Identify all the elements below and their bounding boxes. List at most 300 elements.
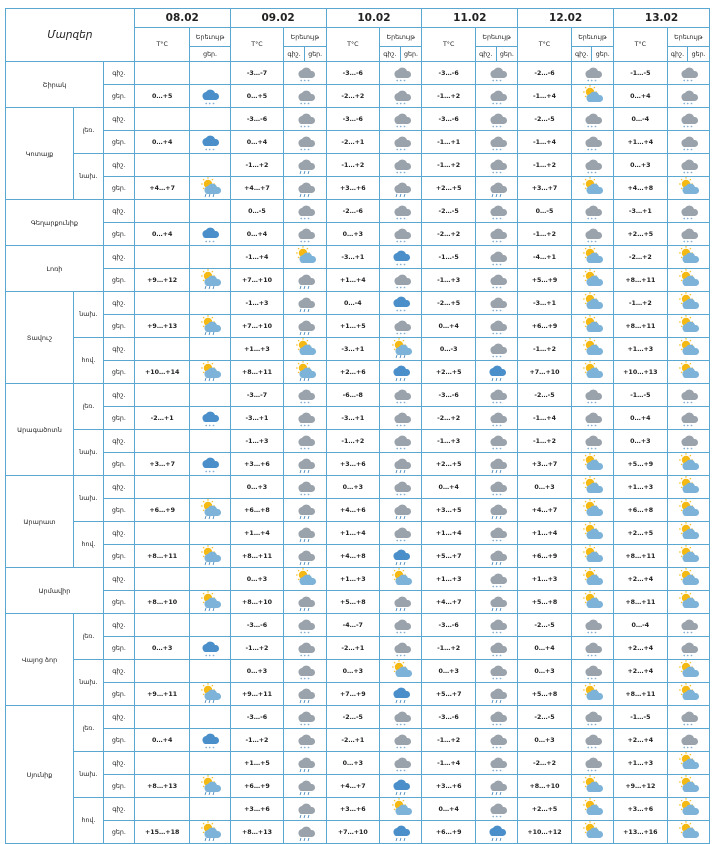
snow-icon: [190, 453, 230, 476]
sun-cloud-icon: [667, 246, 709, 269]
rain-icon: [475, 361, 517, 384]
sun-cloud-icon: [571, 361, 613, 384]
sun-cloud-icon: [571, 246, 613, 269]
temperature-value: 0…+3: [422, 660, 476, 683]
cloudy-snow-icon: [284, 384, 326, 407]
svg-text:* * *: * * *: [395, 402, 406, 406]
blank-icon: [190, 430, 230, 453]
svg-text:* * *: * * *: [491, 678, 502, 682]
temperature-value: +4…+6: [326, 499, 380, 522]
svg-text:* * *: * * *: [299, 747, 310, 751]
temperature-value: [134, 798, 190, 821]
svg-text:* * *: * * *: [299, 103, 310, 107]
svg-text:* * *: * * *: [395, 149, 406, 153]
temperature-value: -2…-6: [326, 200, 380, 223]
temperature-value: 0…-4: [614, 108, 668, 131]
cloudy-snow-icon: [284, 85, 326, 108]
sun-cloud-icon: [667, 591, 709, 614]
time-of-day: գիշ.: [103, 568, 134, 591]
cloudy-snow-icon: [667, 108, 709, 131]
temperature-value: [134, 338, 190, 361]
temperature-value: +2…+5: [422, 453, 476, 476]
cloudy-snow-icon: [571, 407, 613, 430]
forecast-row: [6, 361, 710, 384]
cloudy-rain-icon: [380, 591, 422, 614]
temperature-value: [134, 522, 190, 545]
time-of-day: ցեր.: [103, 499, 134, 522]
sun-rain-icon: [190, 545, 230, 568]
temperature-value: -3…+1: [518, 292, 572, 315]
terrain-label: լեռ.: [74, 108, 104, 154]
time-of-day: գիշ.: [103, 292, 134, 315]
temperature-value: -3…-6: [422, 108, 476, 131]
temperature-value: 0…+4: [230, 131, 284, 154]
cloudy-rain-icon: [380, 177, 422, 200]
time-of-day: ցեր.: [103, 269, 134, 292]
svg-text:* * *: * * *: [205, 149, 215, 153]
cloudy-rain-icon: [475, 453, 517, 476]
temperature-value: 0…+4: [134, 223, 190, 246]
sun-cloud-icon: [571, 591, 613, 614]
svg-text:* * *: * * *: [299, 678, 310, 682]
svg-text:* * *: * * *: [587, 425, 598, 429]
forecast-row: [6, 292, 710, 315]
temperature-value: +1…+4: [614, 131, 668, 154]
temperature-value: -1…+2: [614, 292, 668, 315]
temperature-value: -4…-7: [326, 614, 380, 637]
day-subheader: ցեր.: [400, 47, 422, 62]
svg-text:* * *: * * *: [587, 632, 598, 636]
date-header: 13.02: [614, 9, 710, 28]
sun-cloud-icon: [284, 568, 326, 591]
temperature-value: -3…-6: [326, 62, 380, 85]
svg-text:* * *: * * *: [587, 172, 598, 176]
cloudy-snow-icon: [284, 729, 326, 752]
sun-cloud-icon: [667, 338, 709, 361]
cloudy-rain-icon: [284, 821, 326, 844]
temp-header: T°C: [230, 28, 284, 62]
sun-cloud-icon: [667, 522, 709, 545]
temperature-value: [134, 292, 190, 315]
cloudy-snow-icon: [475, 246, 517, 269]
temperature-value: -1…+3: [230, 430, 284, 453]
day-subheader: ցեր.: [688, 47, 710, 62]
svg-text:* * *: * * *: [491, 448, 502, 452]
temperature-value: [134, 62, 190, 85]
snow-icon: [190, 729, 230, 752]
sun-cloud-icon: [571, 292, 613, 315]
forecast-row: [6, 706, 710, 729]
temperature-value: -4…+1: [518, 246, 572, 269]
temperature-value: -3…+1: [230, 407, 284, 430]
svg-text:* * *: * * *: [683, 80, 693, 84]
temperature-value: +7…+10: [518, 361, 572, 384]
temperature-value: +1…+4: [326, 269, 380, 292]
cloudy-rain-icon: [475, 177, 517, 200]
cloudy-snow-icon: [284, 430, 326, 453]
temperature-value: -1…+2: [326, 430, 380, 453]
cloudy-snow-icon: [571, 660, 613, 683]
cloudy-snow-icon: [380, 476, 422, 499]
time-of-day: գիշ.: [103, 706, 134, 729]
temperature-value: -2…+1: [326, 729, 380, 752]
cloudy-snow-icon: [667, 85, 709, 108]
cloudy-snow-icon: [475, 752, 517, 775]
cloudy-rain-icon: [284, 177, 326, 200]
temperature-value: 0…-4: [614, 614, 668, 637]
temperature-value: +9…+13: [134, 315, 190, 338]
forecast-row: [6, 338, 710, 361]
cloudy-snow-icon: [380, 637, 422, 660]
cloudy-snow-icon: [380, 154, 422, 177]
temperature-value: +2…+4: [614, 568, 668, 591]
forecast-row: [6, 223, 710, 246]
cloudy-rain-icon: [284, 453, 326, 476]
temperature-value: +8…+13: [230, 821, 284, 844]
cloudy-snow-icon: [667, 637, 709, 660]
temperature-value: +8…+11: [614, 269, 668, 292]
temperature-value: 0…+5: [230, 85, 284, 108]
cloudy-snow-icon: [284, 660, 326, 683]
forecast-row: [6, 62, 710, 85]
snow-icon: [190, 407, 230, 430]
temperature-value: -1…+2: [230, 637, 284, 660]
forecast-row: [6, 798, 710, 821]
temperature-value: -1…+3: [422, 269, 476, 292]
sun-cloud-icon: [380, 660, 422, 683]
temperature-value: -3…-7: [230, 62, 284, 85]
cloudy-snow-icon: [475, 407, 517, 430]
temperature-value: +5…+7: [422, 683, 476, 706]
temperature-value: [134, 108, 190, 131]
svg-text:* * *: * * *: [491, 425, 502, 429]
temperature-value: +1…+5: [230, 752, 284, 775]
date-header: 11.02: [422, 9, 518, 28]
temperature-value: -1…+2: [518, 154, 572, 177]
svg-text:* * *: * * *: [491, 241, 502, 245]
cloudy-rain-icon: [284, 499, 326, 522]
time-of-day: գիշ.: [103, 660, 134, 683]
svg-text:* * *: * * *: [683, 724, 693, 728]
temperature-value: -2…+5: [422, 292, 476, 315]
temp-header: T°C: [134, 28, 190, 62]
region-name: Արագածոտն: [6, 384, 74, 476]
time-of-day: ցեր.: [103, 131, 134, 154]
blank-icon: [190, 706, 230, 729]
snow-icon: [190, 637, 230, 660]
forecast-row: [6, 430, 710, 453]
sun-cloud-icon: [667, 177, 709, 200]
svg-text:* * *: * * *: [299, 425, 310, 429]
time-of-day: ցեր.: [103, 223, 134, 246]
cloudy-snow-icon: [380, 269, 422, 292]
forecast-table-wrapper: [5, 8, 710, 844]
cloudy-snow-icon: [380, 62, 422, 85]
sun-rain-icon: [284, 361, 326, 384]
time-of-day: գիշ.: [103, 476, 134, 499]
cloudy-snow-icon: [475, 430, 517, 453]
rain-icon: [380, 775, 422, 798]
svg-text:* * *: * * *: [299, 448, 310, 452]
rain-icon: [380, 361, 422, 384]
temperature-value: +8…+11: [614, 591, 668, 614]
temperature-value: +3…+6: [230, 453, 284, 476]
temperature-value: +10…+13: [614, 361, 668, 384]
svg-text:* * *: * * *: [299, 241, 310, 245]
forecast-row: [6, 154, 710, 177]
temperature-value: +1…+4: [518, 522, 572, 545]
svg-text:* * *: * * *: [395, 80, 406, 84]
temperature-value: -1…+2: [422, 85, 476, 108]
sun-rain-icon: [190, 499, 230, 522]
temperature-value: +7…+9: [326, 683, 380, 706]
temperature-value: -3…-6: [422, 384, 476, 407]
cloudy-snow-icon: [284, 407, 326, 430]
cloudy-snow-icon: [284, 706, 326, 729]
blank-icon: [190, 108, 230, 131]
blank-icon: [190, 338, 230, 361]
temperature-value: -2…+1: [134, 407, 190, 430]
temperature-value: -3…+1: [614, 200, 668, 223]
region-name: Արմավիր: [6, 568, 104, 614]
temperature-value: -1…+4: [518, 131, 572, 154]
sun-cloud-icon: [284, 338, 326, 361]
terrain-label: հով.: [74, 798, 104, 844]
sun-cloud-icon: [667, 752, 709, 775]
svg-text:* * *: * * *: [491, 540, 502, 544]
cloudy-rain-icon: [284, 775, 326, 798]
cloudy-snow-icon: [571, 614, 613, 637]
cloudy-snow-icon: [571, 200, 613, 223]
temperature-value: -1…+2: [518, 338, 572, 361]
snow-icon: [380, 292, 422, 315]
svg-text:* * *: * * *: [299, 218, 310, 222]
temperature-value: -3…+1: [326, 407, 380, 430]
sun-cloud-icon: [667, 292, 709, 315]
forecast-row: [6, 545, 710, 568]
sun-cloud-icon: [571, 453, 613, 476]
temperature-value: 0…+4: [518, 637, 572, 660]
sun-rain-icon: [190, 315, 230, 338]
blank-icon: [190, 568, 230, 591]
svg-text:* * *: * * *: [299, 632, 310, 636]
temperature-value: +1…+5: [326, 315, 380, 338]
temperature-value: +8…+11: [614, 545, 668, 568]
blank-icon: [190, 476, 230, 499]
temperature-value: [134, 660, 190, 683]
temperature-value: -2…+2: [422, 407, 476, 430]
sun-rain-icon: [190, 683, 230, 706]
cloudy-rain-icon: [380, 499, 422, 522]
temperature-value: [134, 476, 190, 499]
temperature-value: -1…+4: [422, 752, 476, 775]
weather-header: Երեւույթ: [190, 28, 230, 47]
cloudy-snow-icon: [380, 223, 422, 246]
temperature-value: +8…+11: [230, 361, 284, 384]
temperature-value: -1…+2: [326, 154, 380, 177]
svg-text:* * *: * * *: [395, 655, 406, 659]
cloudy-snow-icon: [571, 706, 613, 729]
temperature-value: -1…+2: [422, 729, 476, 752]
forecast-row: [6, 384, 710, 407]
temperature-value: -3…-6: [422, 614, 476, 637]
temperature-value: -3…-6: [422, 62, 476, 85]
svg-text:* * *: * * *: [395, 448, 406, 452]
svg-text:* * *: * * *: [205, 241, 215, 245]
svg-text:* * *: * * *: [491, 747, 502, 751]
svg-text:* * *: * * *: [683, 425, 693, 429]
temperature-value: 0…+3: [326, 660, 380, 683]
time-of-day: ցեր.: [103, 821, 134, 844]
svg-text:* * *: * * *: [491, 264, 502, 268]
time-of-day: գիշ.: [103, 798, 134, 821]
svg-text:* * *: * * *: [395, 724, 406, 728]
cloudy-snow-icon: [475, 200, 517, 223]
sun-cloud-icon: [667, 821, 709, 844]
region-name: Վայոց ձոր: [6, 614, 74, 706]
temperature-value: -1…+4: [230, 246, 284, 269]
sun-rain-icon: [190, 591, 230, 614]
time-of-day: գիշ.: [103, 384, 134, 407]
time-of-day: գիշ.: [103, 62, 134, 85]
sun-cloud-icon: [667, 660, 709, 683]
svg-text:* * *: * * *: [587, 448, 598, 452]
forecast-row: [6, 315, 710, 338]
temperature-value: +1…+3: [614, 752, 668, 775]
terrain-label: նախ.: [74, 292, 104, 338]
sun-cloud-icon: [571, 545, 613, 568]
snow-icon: [190, 85, 230, 108]
svg-text:* * *: * * *: [683, 103, 693, 107]
temperature-value: +1…+3: [518, 568, 572, 591]
cloudy-snow-icon: [571, 430, 613, 453]
terrain-label: նախ.: [74, 476, 104, 522]
temperature-value: +3…+6: [326, 798, 380, 821]
forecast-table: [5, 8, 710, 844]
sun-cloud-icon: [667, 453, 709, 476]
sun-cloud-icon: [571, 85, 613, 108]
terrain-label: լեռ.: [74, 384, 104, 430]
temperature-value: +1…+3: [614, 338, 668, 361]
temperature-value: -3…-6: [230, 108, 284, 131]
temperature-value: +13…+16: [614, 821, 668, 844]
svg-text:* * *: * * *: [395, 103, 406, 107]
temperature-value: -2…+2: [422, 223, 476, 246]
temperature-value: -3…-6: [230, 614, 284, 637]
cloudy-snow-icon: [284, 476, 326, 499]
cloudy-snow-icon: [475, 729, 517, 752]
sun-cloud-icon: [571, 522, 613, 545]
svg-text:* * *: * * *: [587, 770, 598, 774]
temperature-value: +1…+3: [422, 568, 476, 591]
sun-rain-icon: [380, 338, 422, 361]
svg-text:* * *: * * *: [683, 632, 693, 636]
temperature-value: -3…+1: [326, 338, 380, 361]
terrain-label: լեռ.: [74, 614, 104, 660]
temperature-value: +5…+9: [614, 453, 668, 476]
sun-cloud-icon: [571, 499, 613, 522]
cloudy-snow-icon: [475, 315, 517, 338]
sun-cloud-icon: [667, 798, 709, 821]
temperature-value: 0…+5: [134, 85, 190, 108]
temperature-value: +1…+4: [230, 522, 284, 545]
cloudy-rain-icon: [475, 499, 517, 522]
temperature-value: +9…+12: [614, 775, 668, 798]
weather-header: Երեւույթ: [284, 28, 326, 47]
temperature-value: -1…+2: [230, 729, 284, 752]
cloudy-snow-icon: [380, 384, 422, 407]
forecast-row: [6, 821, 710, 844]
svg-text:* * *: * * *: [299, 149, 310, 153]
temperature-value: +9…+12: [134, 269, 190, 292]
sun-cloud-icon: [667, 545, 709, 568]
temperature-value: +1…+4: [326, 522, 380, 545]
svg-text:* * *: * * *: [491, 494, 502, 498]
forecast-row: [6, 522, 710, 545]
cloudy-snow-icon: [667, 384, 709, 407]
temperature-value: +8…+11: [614, 315, 668, 338]
forecast-row: [6, 131, 710, 154]
temperature-value: [134, 706, 190, 729]
temperature-value: +3…+7: [518, 177, 572, 200]
day-subheader: ցեր.: [304, 47, 326, 62]
svg-text:* * *: * * *: [587, 126, 598, 130]
temperature-value: -1…-5: [422, 246, 476, 269]
time-of-day: ցեր.: [103, 361, 134, 384]
temperature-value: [134, 430, 190, 453]
day-subheader: ցեր.: [190, 47, 230, 62]
cloudy-rain-icon: [284, 154, 326, 177]
sun-cloud-icon: [667, 683, 709, 706]
cloudy-snow-icon: [284, 200, 326, 223]
temperature-value: [134, 568, 190, 591]
sun-cloud-icon: [571, 798, 613, 821]
time-of-day: ցեր.: [103, 637, 134, 660]
svg-text:* * *: * * *: [205, 471, 215, 475]
cloudy-snow-icon: [475, 706, 517, 729]
temperature-value: 0…-5: [230, 200, 284, 223]
cloudy-snow-icon: [475, 637, 517, 660]
svg-text:* * *: * * *: [491, 218, 502, 222]
forecast-row: [6, 453, 710, 476]
forecast-row: [6, 752, 710, 775]
cloudy-snow-icon: [475, 131, 517, 154]
sun-cloud-icon: [571, 177, 613, 200]
cloudy-rain-icon: [284, 522, 326, 545]
cloudy-snow-icon: [571, 223, 613, 246]
svg-text:* * *: * * *: [205, 103, 215, 107]
cloudy-snow-icon: [667, 131, 709, 154]
time-of-day: գիշ.: [103, 154, 134, 177]
date-header: 12.02: [518, 9, 614, 28]
cloudy-snow-icon: [475, 223, 517, 246]
svg-text:* * *: * * *: [395, 241, 406, 245]
sun-cloud-icon: [667, 269, 709, 292]
night-subheader: գիշ.: [475, 47, 496, 62]
temperature-value: 0…+4: [422, 476, 476, 499]
temperature-value: +3…+6: [326, 453, 380, 476]
blank-icon: [190, 522, 230, 545]
temperature-value: 0…+3: [518, 476, 572, 499]
cloudy-snow-icon: [284, 223, 326, 246]
temperature-value: +6…+9: [518, 315, 572, 338]
forecast-row: [6, 85, 710, 108]
temperature-value: +5…+8: [326, 591, 380, 614]
temperature-value: [134, 200, 190, 223]
sun-cloud-icon: [571, 568, 613, 591]
temperature-value: +8…+10: [230, 591, 284, 614]
forecast-row: [6, 407, 710, 430]
